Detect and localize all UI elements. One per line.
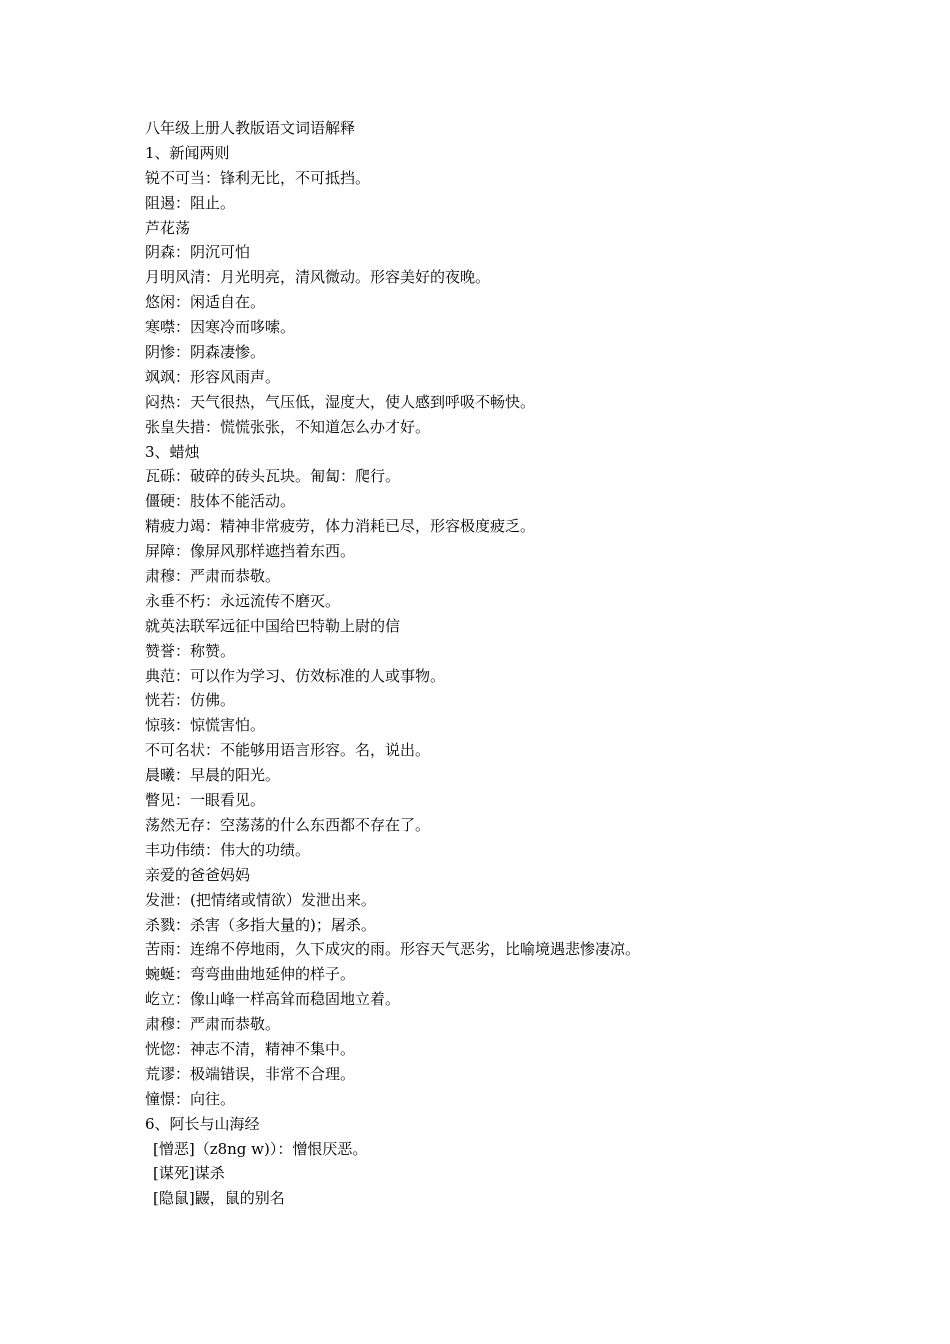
section-heading: 芦花荡: [145, 218, 191, 237]
term-entry: 永垂不朽：永远流传不磨灭。: [145, 591, 341, 610]
section-heading: 6、阿长与山海经: [145, 1114, 260, 1133]
term-entry: 屏障：像屏风那样遮挡着东西。: [145, 542, 356, 561]
term-entry: 闷热：天气很热，气压低，湿度大，使人感到呼吸不畅快。: [145, 392, 536, 411]
term-entry: 典范：可以作为学习、仿效标准的人或事物。: [145, 666, 446, 685]
term-entry: 僵硬：肢体不能活动。: [145, 492, 296, 511]
term-entry: 屹立：像山峰一样高耸而稳固地立着。: [145, 990, 401, 1009]
term-entry: 瓦砾：破碎的砖头瓦块。匍匐：爬行。: [145, 467, 401, 486]
term-entry: 蜿蜒：弯弯曲曲地延伸的样子。: [145, 965, 356, 984]
term-entry: 锐不可当：锋利无比，不可抵挡。: [145, 168, 371, 187]
section-heading: 1、新闻两则: [145, 143, 230, 162]
term-entry: 精疲力竭：精神非常疲劳，体力消耗已尽，形容极度疲乏。: [145, 517, 536, 536]
term-entry: 丰功伟绩：伟大的功绩。: [145, 840, 311, 859]
term-entry: 恍惚：神志不清，精神不集中。: [145, 1039, 356, 1058]
term-entry: 荒谬：极端错误，非常不合理。: [145, 1064, 356, 1083]
term-entry: 荡然无存：空荡荡的什么东西都不存在了。: [145, 815, 431, 834]
section-heading: 就英法联军远征中国给巴特勒上尉的信: [145, 616, 401, 635]
term-entry: 瞥见：一眼看见。: [145, 791, 266, 810]
term-entry: 恍若：仿佛。: [145, 691, 236, 710]
term-entry: 张皇失措：慌慌张张，不知道怎么办才好。: [145, 417, 431, 436]
document-content: [145, 116, 905, 1211]
term-entry: 阻遏：阻止。: [145, 193, 236, 212]
section-heading: 亲爱的爸爸妈妈: [145, 865, 251, 884]
term-entry: 惊骇：惊慌害怕。: [145, 716, 266, 735]
term-entry: [憎恶]（z8ng w)）：憎恨厌恶。: [153, 1139, 368, 1158]
term-entry: 苦雨：连绵不停地雨，久下成灾的雨。形容天气恶劣，比喻境遇悲惨凄凉。: [145, 940, 641, 959]
term-entry: 阴森：阴沉可怕: [145, 243, 251, 262]
term-entry: 月明风清：月光明亮，清风微动。形容美好的夜晚。: [145, 268, 491, 287]
term-entry: [隐鼠]鼹，鼠的别名: [153, 1189, 285, 1208]
term-entry: 寒噤：因寒冷而哆嗦。: [145, 318, 296, 337]
term-entry: 不可名状：不能够用语言形容。名，说出。: [145, 741, 431, 760]
term-entry: 晨曦：早晨的阳光。: [145, 766, 281, 785]
term-entry: 肃穆：严肃而恭敬。: [145, 567, 281, 586]
term-entry: 憧憬：向往。: [145, 1089, 236, 1108]
term-entry: 杀戮：杀害（多指大量的)；屠杀。: [145, 915, 376, 934]
term-entry: 阴惨：阴森凄惨。: [145, 343, 266, 362]
term-entry: 赞誉：称赞。: [145, 641, 236, 660]
term-entry: 悠闲：闲适自在。: [145, 293, 266, 312]
section-heading: 3、蜡烛: [145, 442, 200, 461]
term-entry: 肃穆：严肃而恭敬。: [145, 1015, 281, 1034]
term-entry: 发泄：(把情绪或情欲）发泄出来。: [145, 890, 376, 909]
document-title: 八年级上册人教版语文词语解释: [145, 119, 356, 137]
term-entry: [谋死]谋杀: [153, 1164, 225, 1183]
term-entry: 飒飒：形容风雨声。: [145, 367, 281, 386]
